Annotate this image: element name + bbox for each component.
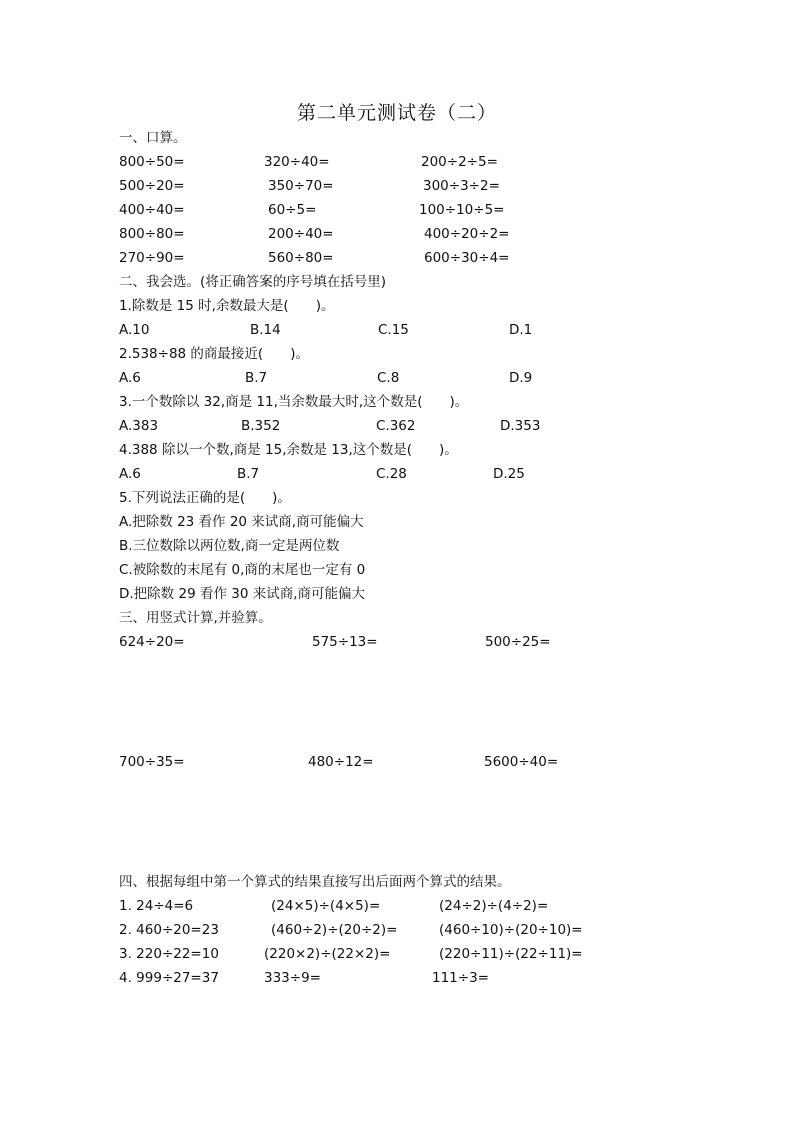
option-c: C.28 [376, 466, 407, 482]
oral-item: 300÷3÷2= [423, 178, 500, 194]
vertical-calc-item: 480÷12= [308, 754, 374, 770]
option-d: D.9 [509, 370, 533, 386]
question-4-stem: 4.388 除以一个数,商是 15,余数是 13,这个数是( )。 [119, 442, 458, 458]
option-b: B.7 [245, 370, 268, 386]
option-c: C.8 [377, 370, 400, 386]
question-1-stem: 1.除数是 15 时,余数最大是( )。 [119, 298, 335, 314]
given-equation: 3. 220÷22=10 [119, 946, 219, 962]
derived-equation: (220×2)÷(22×2)= [264, 946, 391, 962]
option-b: B.三位数除以两位数,商一定是两位数 [119, 538, 340, 554]
option-a: A.6 [119, 466, 141, 482]
vertical-calc-item: 500÷25= [485, 634, 551, 650]
question-2-stem: 2.538÷88 的商最接近( )。 [119, 346, 309, 362]
vertical-calc-item: 700÷35= [119, 754, 185, 770]
oral-item: 100÷10÷5= [419, 202, 505, 218]
question-5-stem: 5.下列说法正确的是( )。 [119, 490, 291, 506]
vertical-calc-item: 575÷13= [312, 634, 378, 650]
section-1-heading: 一、口算。 [119, 130, 187, 146]
oral-item: 400÷20÷2= [424, 226, 510, 242]
option-b: B.14 [250, 322, 281, 338]
vertical-calc-item: 624÷20= [119, 634, 185, 650]
option-a: A.383 [119, 418, 159, 434]
option-a: A.6 [119, 370, 141, 386]
given-equation: 1. 24÷4=6 [119, 898, 194, 914]
option-d: D.1 [509, 322, 533, 338]
oral-item: 400÷40= [119, 202, 185, 218]
oral-item: 320÷40= [264, 154, 330, 170]
page-title: 第二单元测试卷（二） [296, 102, 497, 124]
vertical-calc-item: 5600÷40= [484, 754, 559, 770]
option-c: C.15 [378, 322, 409, 338]
oral-item: 600÷30÷4= [424, 250, 510, 266]
section-4-heading: 四、根据每组中第一个算式的结果直接写出后面两个算式的结果。 [119, 874, 511, 890]
option-a: A.10 [119, 322, 150, 338]
derived-equation: 111÷3= [432, 970, 489, 986]
derived-equation: (460÷2)÷(20÷2)= [271, 922, 398, 938]
derived-equation: (24÷2)÷(4÷2)= [439, 898, 549, 914]
oral-item: 270÷90= [119, 250, 185, 266]
option-c: C.362 [376, 418, 416, 434]
oral-item: 350÷70= [268, 178, 334, 194]
derived-equation: (24×5)÷(4×5)= [271, 898, 381, 914]
derived-equation: (460÷10)÷(20÷10)= [439, 922, 583, 938]
option-c: C.被除数的末尾有 0,商的末尾也一定有 0 [119, 562, 366, 578]
oral-item: 560÷80= [268, 250, 334, 266]
section-3-heading: 三、用竖式计算,并验算。 [119, 610, 272, 626]
option-d: D.把除数 29 看作 30 来试商,商可能偏大 [119, 586, 365, 602]
option-d: D.353 [500, 418, 541, 434]
oral-item: 200÷2÷5= [421, 154, 498, 170]
question-3-stem: 3.一个数除以 32,商是 11,当余数最大时,这个数是( )。 [119, 394, 469, 410]
oral-item: 500÷20= [119, 178, 185, 194]
option-d: D.25 [493, 466, 525, 482]
given-equation: 4. 999÷27=37 [119, 970, 219, 986]
given-equation: 2. 460÷20=23 [119, 922, 219, 938]
derived-equation: 333÷9= [264, 970, 321, 986]
section-2-heading: 二、我会选。(将正确答案的序号填在括号里) [119, 274, 387, 290]
derived-equation: (220÷11)÷(22÷11)= [439, 946, 583, 962]
oral-item: 800÷80= [119, 226, 185, 242]
oral-item: 60÷5= [268, 202, 317, 218]
option-a: A.把除数 23 看作 20 来试商,商可能偏大 [119, 514, 364, 530]
option-b: B.352 [241, 418, 281, 434]
oral-item: 200÷40= [268, 226, 334, 242]
oral-item: 800÷50= [119, 154, 185, 170]
option-b: B.7 [237, 466, 260, 482]
